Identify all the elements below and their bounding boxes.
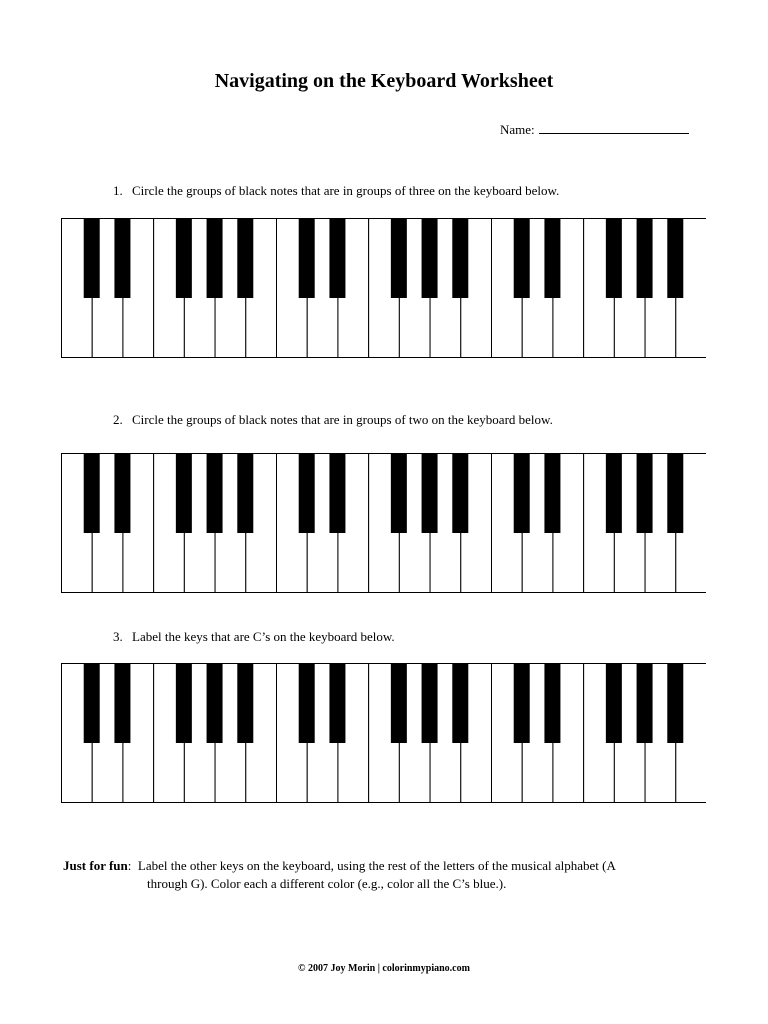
black-key xyxy=(544,663,560,743)
worksheet-title: Navigating on the Keyboard Worksheet xyxy=(214,70,554,92)
black-key xyxy=(84,453,100,533)
keyboard-2 xyxy=(61,453,706,593)
black-key xyxy=(606,218,622,298)
black-key xyxy=(637,663,653,743)
black-key xyxy=(329,453,345,533)
black-key xyxy=(176,663,192,743)
just-for-fun-line-1: Label the other keys on the keyboard, using the rest of the letters of the musical alphabet (A xyxy=(137,858,616,873)
black-key xyxy=(207,453,223,533)
question-1-text: Circle the groups of black notes that are in groups of three on the keyboard below. xyxy=(132,183,560,198)
question-3 xyxy=(113,629,395,645)
black-key xyxy=(391,663,407,743)
question-1-number: 1. xyxy=(113,183,123,198)
just-for-fun-line-2: through G). Color each a different color (e.g., color all the C’s blue.). xyxy=(147,876,507,891)
black-key xyxy=(114,218,130,298)
question-1 xyxy=(113,183,559,199)
black-key xyxy=(637,218,653,298)
black-key xyxy=(299,218,315,298)
black-key xyxy=(452,453,468,533)
keyboard-1 xyxy=(61,218,706,358)
black-key xyxy=(544,453,560,533)
piano-keyboard xyxy=(61,218,706,358)
black-key xyxy=(176,453,192,533)
black-key xyxy=(299,453,315,533)
black-key xyxy=(452,663,468,743)
black-key xyxy=(176,218,192,298)
question-3-number: 3. xyxy=(113,629,123,644)
black-key xyxy=(391,218,407,298)
black-key xyxy=(114,663,130,743)
black-key xyxy=(299,663,315,743)
just-for-fun-instructions: Just for fun: Label the other keys on the keyboard, using the rest of the letters of the musical alphabet (A through G). Color each a different color (e.g., color all the C’s blue.). xyxy=(63,857,713,893)
black-key xyxy=(237,663,253,743)
black-key xyxy=(667,663,683,743)
black-key xyxy=(544,218,560,298)
black-key xyxy=(422,663,438,743)
black-key xyxy=(207,218,223,298)
just-for-fun-label: Just for fun xyxy=(63,858,128,873)
black-key xyxy=(422,218,438,298)
black-key xyxy=(514,453,530,533)
name-label: Name: xyxy=(500,122,535,137)
black-key xyxy=(237,453,253,533)
black-key xyxy=(237,218,253,298)
black-key xyxy=(667,453,683,533)
black-key xyxy=(391,453,407,533)
black-key xyxy=(514,663,530,743)
black-key xyxy=(637,453,653,533)
black-key xyxy=(329,218,345,298)
keyboard-3 xyxy=(61,663,706,803)
name-blank-line xyxy=(539,120,689,134)
black-key xyxy=(84,218,100,298)
question-3-text: Label the keys that are C’s on the keyboard below. xyxy=(132,629,395,644)
name-field xyxy=(500,120,689,138)
black-key xyxy=(207,663,223,743)
black-key xyxy=(422,453,438,533)
black-key xyxy=(114,453,130,533)
black-key xyxy=(606,453,622,533)
black-key xyxy=(84,663,100,743)
piano-keyboard xyxy=(61,663,706,803)
black-key xyxy=(606,663,622,743)
black-key xyxy=(514,218,530,298)
black-key xyxy=(329,663,345,743)
black-key xyxy=(452,218,468,298)
question-2-text: Circle the groups of black notes that are in groups of two on the keyboard below. xyxy=(132,412,553,427)
question-2 xyxy=(113,412,553,428)
piano-keyboard xyxy=(61,453,706,593)
black-key xyxy=(667,218,683,298)
footer-copyright: © 2007 Joy Morin | colorinmypiano.com xyxy=(298,963,470,974)
question-2-number: 2. xyxy=(113,412,123,427)
